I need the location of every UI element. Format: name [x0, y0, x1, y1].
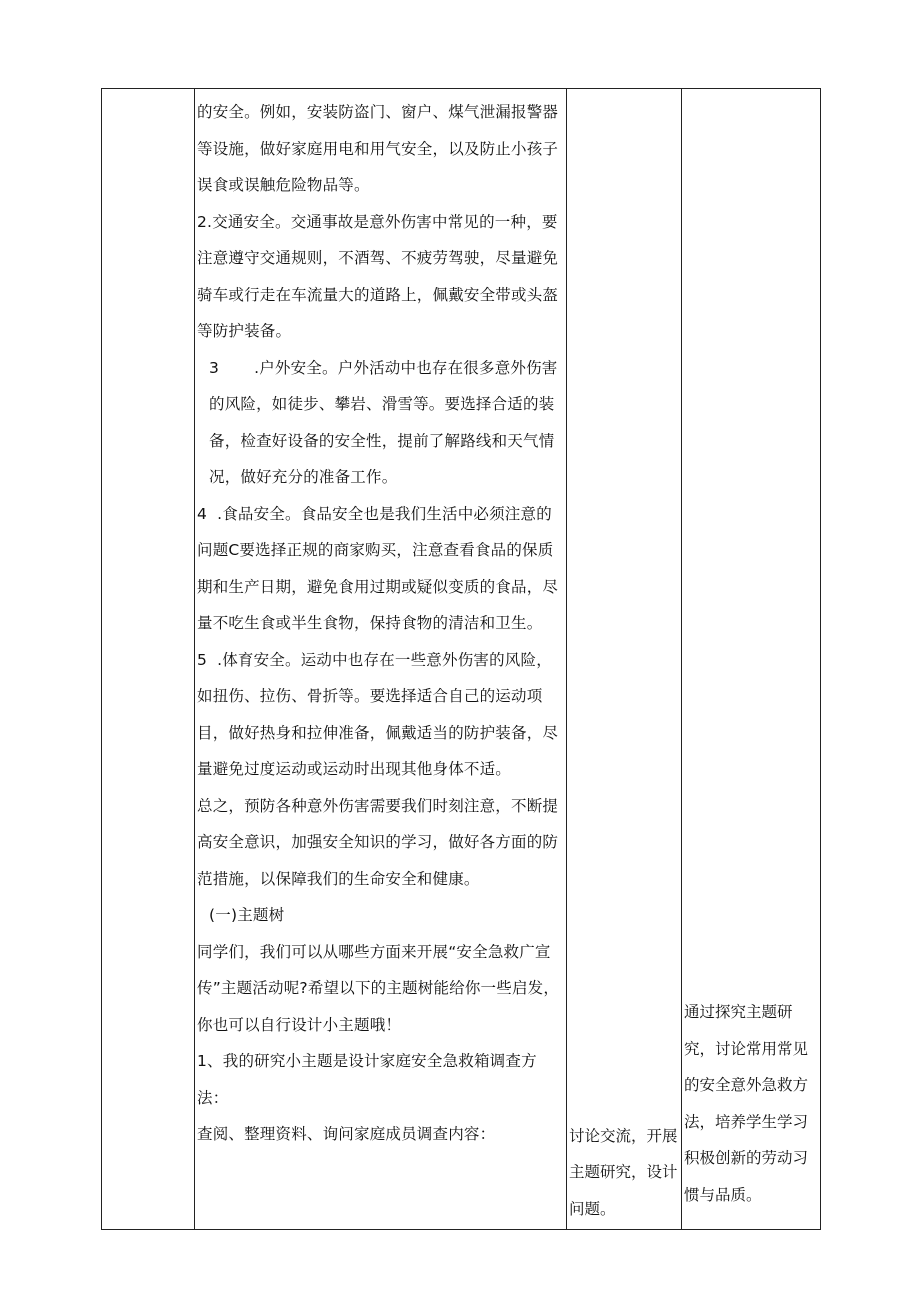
paragraph-method: 查阅、整理资料、询问家庭成员调查内容：: [197, 1125, 496, 1143]
item-number: 5: [197, 650, 208, 669]
paragraph-intro: 同学们，我们可以从哪些方面来开展“安全急救广宣传”主题活动呢?希望以下的主题树能给你一些启发，你也可以自行设计小主题哦！: [197, 942, 560, 1034]
teacher-activity-cell: [195, 89, 567, 1230]
section-heading: (一)主题树: [209, 906, 285, 924]
item-text: .户外安全。户外活动中也存在很多意外伤害的风险，如徒步、攀岩、滑雪等。要选择合适的装备，检查好设备的安全性，提前了解路线和天气情况，做好充分的准备工作。: [209, 358, 558, 486]
item-text: .食品安全。食品安全也是我们生活中必须注意的问题C要选择正规的商家购买，注意查看食品的保质期和生产日期，避免食用过期或疑似变质的食品，尽量不吃生食或半生食物，保持食物的清洁和卫生。: [197, 504, 559, 632]
student-activity-cell: [567, 89, 682, 1230]
lesson-plan-table: [101, 88, 821, 1230]
student-activity-text: 讨论交流，开展主题研究，设计问题。: [569, 1126, 678, 1218]
teacher-activity-content: [195, 89, 566, 1153]
paragraph-traffic-safety: 2.交通安全。交通事故是意外伤害中常见的一种，要注意遵守交通规则，不酒驾、不疲劳驾驶，尽量避免骑车或行走在车流量大的道路上，佩戴安全带或头盔等防护装备。: [197, 212, 559, 340]
paragraph-topic: 1、我的研究小主题是设计家庭安全急救箱调查方法：: [197, 1052, 537, 1107]
design-intent-text: 通过探究主题研究，讨论常用常见的安全意外急救方法，培养学生学习积极创新的劳动习惯与品质。: [684, 1003, 809, 1204]
item-text: .体育安全。运动中也存在一些意外伤害的风险，如扭伤、拉伤、骨折等。要选择适合自己的运动项目，做好热身和拉伸准备，佩戴适当的防护装备，尽量避免过度运动或运动时出现其他身体不适。: [197, 650, 559, 778]
paragraph-food-safety: [197, 496, 564, 642]
stage-column-cell: [102, 89, 195, 1230]
paragraph-home-safety: 的安全。例如，安装防盗门、窗户、煤气泄漏报警器等设施，做好家庭用电和用气安全，以及防止小孩子误食或误触危险物品等。: [197, 103, 559, 194]
table-row: [102, 89, 821, 1230]
paragraph-outdoor-safety: [197, 350, 564, 496]
item-number: 4: [197, 504, 208, 523]
design-intent-cell: [682, 89, 821, 1230]
item-number: 3: [209, 358, 220, 377]
paragraph-sports-safety: [197, 642, 564, 788]
paragraph-summary: 总之，预防各种意外伤害需要我们时刻注意，不断提高安全意识，加强安全知识的学习，做好各方面的防范措施，以保障我们的生命安全和健康。: [197, 796, 559, 888]
